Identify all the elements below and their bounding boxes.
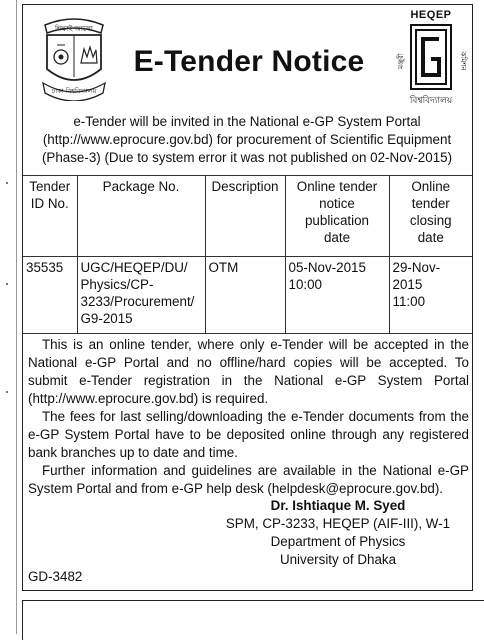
body-paragraph: The fees for last selling/downloading the e-Tender documents from the e-GP System Portal have to be deposited online through any registered bank branches up to date and time. (28, 409, 469, 460)
cell-description: OTM (205, 257, 285, 334)
cell-closing-date: 29-Nov- 2015 11:00 (389, 257, 472, 334)
intro-paragraph (29, 113, 465, 167)
col-header-publication-date: Online tender notice publication date (285, 176, 389, 257)
notice-body (28, 336, 469, 498)
col-header-description: Description (205, 176, 285, 257)
heqep-logo-icon (391, 21, 471, 93)
page-title: E-Tender Notice (133, 45, 365, 78)
table-row (23, 257, 472, 334)
signatory-role: SPM, CP-3233, HEQEP (AIF-III), W-1 (225, 516, 451, 531)
notice-header (23, 5, 472, 113)
signature-block (213, 497, 463, 569)
col-header-package-no: Package No. (77, 176, 205, 257)
intro-line: e-Tender will be invited in the National e-GP System Portal (73, 114, 421, 129)
cell-package-no: UGC/HEQEP/DU/ Physics/CP- 3233/Procurement/ G9-2015 (77, 257, 205, 334)
svg-text:মঞ্জুরী: মঞ্জুরী (397, 53, 405, 69)
gutter-mark (6, 283, 8, 285)
next-notice-box (22, 600, 484, 640)
tender-table (23, 175, 472, 334)
intro-line: (Phase-3) (Due to system error it was not published on 02-Nov-2015) (41, 150, 453, 165)
svg-text:শিক্ষাই আলো: শিক্ষাই আলো (55, 25, 93, 33)
gutter-mark (6, 391, 8, 393)
heqep-logo (391, 9, 471, 109)
university-of-dhaka-seal-icon (39, 17, 109, 101)
svg-text:কমিশন: কমিশন (459, 51, 467, 71)
tender-notice-box (22, 4, 473, 591)
col-header-tender-id: Tender ID No. (23, 176, 77, 257)
page-gutter-line (16, 0, 17, 634)
body-paragraph: Further information and guidelines are available in the National e-GP System Portal and from e-GP help desk (helpdesk@eprocure.gov.bd). (28, 463, 469, 496)
cell-tender-id: 35535 (23, 257, 77, 334)
table-header-row (23, 176, 472, 257)
heqep-logo-name: HEQEP (410, 9, 452, 21)
intro-line: (http://www.eprocure.gov.bd) for procurement of Scientific Equipment (42, 132, 452, 147)
heqep-logo-subtitle: বিশ্ববিদ্যালয় (409, 95, 453, 105)
gd-code: GD-3482 (28, 569, 83, 584)
cell-publication-date: 05-Nov-2015 10:00 (285, 257, 389, 334)
signatory-department: Department of Physics (270, 534, 406, 549)
body-paragraph: This is an online tender, where only e-Tender will be accepted in the National e-GP Portal and no offline/hard copies will be accepted. To submit e-Tender registration in the National e-GP System Portal (http://www.eprocure.gov.bd) is required. (28, 337, 469, 406)
signatory-name: Dr. Ishtiaque M. Syed (270, 498, 406, 513)
gutter-mark (6, 182, 8, 184)
svg-text:ঢাকা বিশ্ববিদ্যালয়: ঢাকা বিশ্ববিদ্যালয় (51, 87, 97, 95)
col-header-closing-date: Online tender closing date (389, 176, 472, 257)
signatory-university: University of Dhaka (279, 552, 397, 567)
